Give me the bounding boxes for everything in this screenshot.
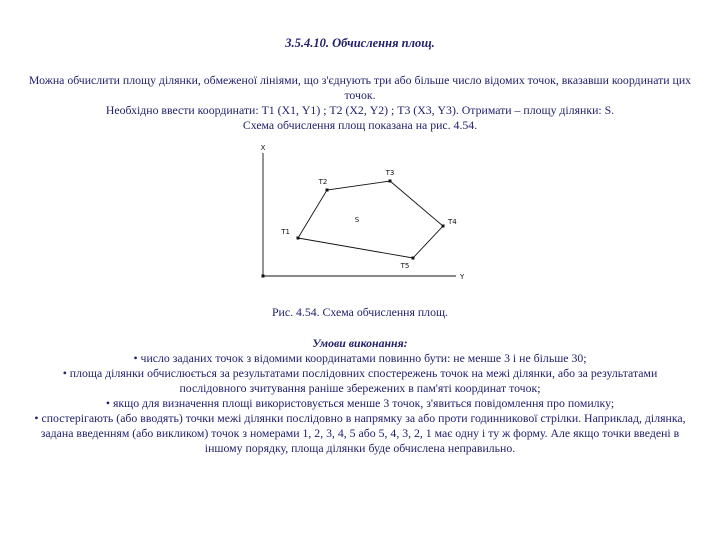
- origin-marker: [261, 275, 264, 278]
- vertex-marker-t2: [325, 189, 328, 192]
- axis-x-label: X: [260, 144, 265, 152]
- figure-caption: Рис. 4.54. Схема обчислення площ.: [271, 305, 449, 319]
- vertex-marker-t1: [296, 237, 299, 240]
- condition-item-1: • число заданих точок з відомими координатами повинно бути: не менше 3 і не більше 30;: [133, 351, 587, 365]
- condition-item-4: • спостерігають (або вводять) точки межі ділянки послідовно в напрямку за або проти годинникової стрілки. Наприклад, ділянка, задана введенням (або викликом) точок з номерами 1, 2, 3, 4, 5 або 5, 4, 3, 2, 1 має одну і ту ж форму. Але якщо точки введені в іншому порядку, площа ділянки буде обчислена неправильно.: [34, 411, 686, 455]
- vertex-marker-t4: [441, 225, 444, 228]
- vertex-marker-t5: [411, 257, 414, 260]
- intro-paragraph-2: Необхідно ввести координати: Т1 (Х1, Y1) ; Т2 (Х2, Y2) ; Т3 (Х3, Y3). Отримати – площу ділянки: S.: [105, 103, 615, 117]
- point-label-t2: T2: [318, 178, 327, 186]
- condition-item-2: • площа ділянки обчислюється за результатами послідовних спостережень точок на межі ділянки, або за результатами послідовного зчитування раніше збережених в пам'яті координат точок;: [62, 366, 658, 395]
- area-calculation-diagram: [253, 141, 468, 291]
- intro-paragraph-3: Схема обчислення площ показана на рис. 4.54.: [242, 118, 478, 132]
- point-label-t4: T4: [447, 218, 457, 226]
- condition-item-3: • якщо для визначення площі використовується менше 3 точок, з'явиться повідомлення про помилку;: [105, 396, 615, 410]
- axis-y-label: Y: [459, 273, 464, 281]
- figure-area-diagram: [253, 141, 468, 291]
- area-label-s: S: [354, 216, 359, 224]
- point-label-t1: T1: [280, 228, 290, 236]
- vertex-marker-t3: [388, 180, 391, 183]
- area-polygon: [298, 181, 443, 258]
- intro-paragraph-1: Можна обчислити площу ділянки, обмеженої лініями, що з'єднують три або більше число відомих точок, вказавши координати цих точок.: [28, 73, 692, 102]
- page-title: 3.5.4.10. Обчислення площ.: [285, 36, 435, 50]
- point-label-t3: T3: [385, 169, 394, 177]
- point-label-t5: T5: [400, 262, 409, 270]
- conditions-heading: Умови виконання:: [312, 336, 408, 350]
